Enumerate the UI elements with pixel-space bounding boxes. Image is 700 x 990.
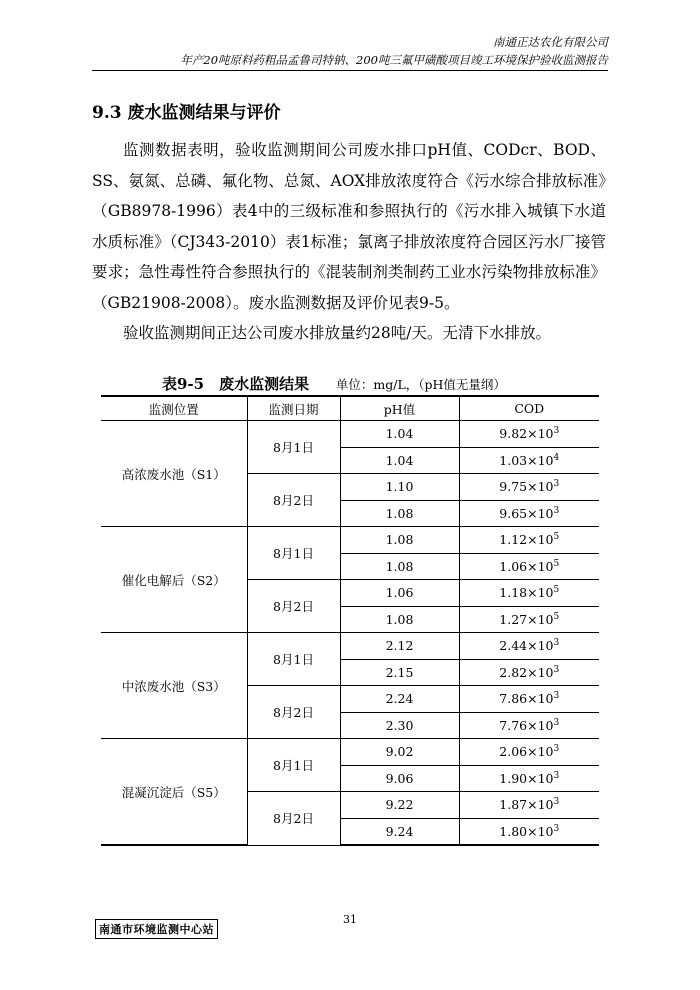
cell-cod xyxy=(459,474,599,501)
cell-ph: 1.08 xyxy=(340,500,459,527)
cell-ph: 9.22 xyxy=(340,792,459,819)
cod-mantissa: 9.65×10 xyxy=(499,505,554,521)
wastewater-results-table xyxy=(101,395,599,846)
cod-mantissa: 1.06×10 xyxy=(499,558,554,574)
cell-location: 催化电解后（S2） xyxy=(101,527,247,633)
cell-cod xyxy=(459,500,599,527)
table-title: 表9-5 废水监测结果 xyxy=(162,375,310,393)
cod-mantissa: 1.87×10 xyxy=(499,797,554,813)
section-title: 9.3 废水监测结果与评价 xyxy=(92,103,281,123)
table-caption xyxy=(162,373,506,394)
cod-exponent: 3 xyxy=(553,770,560,781)
cell-location: 中浓废水池（S3） xyxy=(101,633,247,739)
cell-cod xyxy=(459,765,599,792)
cod-exponent: 3 xyxy=(553,823,560,834)
cell-date: 8月1日 xyxy=(247,421,340,474)
cell-ph: 2.24 xyxy=(340,686,459,713)
cell-ph: 1.08 xyxy=(340,606,459,633)
cell-cod xyxy=(459,659,599,686)
table-row xyxy=(101,527,599,554)
cell-ph: 9.06 xyxy=(340,765,459,792)
cell-cod xyxy=(459,686,599,713)
cod-mantissa: 7.86×10 xyxy=(499,691,554,707)
table-body xyxy=(101,421,599,846)
cod-exponent: 3 xyxy=(553,426,560,437)
cell-ph: 1.06 xyxy=(340,580,459,607)
cod-exponent: 3 xyxy=(553,505,560,516)
cell-ph: 1.10 xyxy=(340,474,459,501)
cod-exponent: 3 xyxy=(553,744,560,755)
cod-mantissa: 1.90×10 xyxy=(499,770,554,786)
footer-station-stamp: 南通市环境监测中心站 xyxy=(95,919,218,939)
cod-exponent: 3 xyxy=(553,638,560,649)
cell-date: 8月1日 xyxy=(247,633,340,686)
cell-cod xyxy=(459,633,599,660)
cod-mantissa: 1.12×10 xyxy=(499,532,554,548)
cell-ph: 1.08 xyxy=(340,553,459,580)
cell-ph: 2.12 xyxy=(340,633,459,660)
cell-ph: 2.30 xyxy=(340,712,459,739)
header-report-title: 年产20吨原料药粗品孟鲁司特钠、200吨三氟甲磺酸项目竣工环境保护验收监测报告 xyxy=(180,53,608,67)
cod-exponent: 5 xyxy=(553,611,560,622)
cell-cod xyxy=(459,606,599,633)
cod-exponent: 5 xyxy=(553,585,560,596)
header-divider xyxy=(92,70,608,71)
table-row xyxy=(101,739,599,766)
cell-cod xyxy=(459,739,599,766)
table-row xyxy=(101,421,599,448)
header-date: 监测日期 xyxy=(247,396,340,421)
cell-cod xyxy=(459,421,599,448)
cod-exponent: 5 xyxy=(553,532,560,543)
cell-cod xyxy=(459,447,599,474)
cell-ph: 1.04 xyxy=(340,421,459,448)
cell-ph: 9.24 xyxy=(340,818,459,845)
cell-date: 8月1日 xyxy=(247,527,340,580)
cell-date: 8月1日 xyxy=(247,739,340,792)
cell-ph: 1.08 xyxy=(340,527,459,554)
cod-exponent: 4 xyxy=(553,452,560,463)
cell-location: 高浓废水池（S1） xyxy=(101,421,247,527)
cell-cod xyxy=(459,527,599,554)
cell-cod xyxy=(459,712,599,739)
cell-cod xyxy=(459,818,599,845)
cell-ph: 2.15 xyxy=(340,659,459,686)
header-company-name: 南通正达农化有限公司 xyxy=(493,35,608,49)
header-location: 监测位置 xyxy=(101,396,247,421)
cell-date: 8月2日 xyxy=(247,792,340,846)
cod-mantissa: 9.75×10 xyxy=(499,479,554,495)
cod-mantissa: 2.44×10 xyxy=(499,638,554,654)
table-header-row xyxy=(101,396,599,421)
cell-date: 8月2日 xyxy=(247,580,340,633)
cod-mantissa: 2.82×10 xyxy=(499,664,554,680)
cod-mantissa: 1.18×10 xyxy=(499,585,554,601)
cod-mantissa: 7.76×10 xyxy=(499,717,554,733)
cod-mantissa: 2.06×10 xyxy=(499,744,554,760)
cod-exponent: 5 xyxy=(553,558,560,569)
paragraph-discharge: 验收监测期间正达公司废水排放量约28吨/天。无清下水排放。 xyxy=(123,324,551,342)
cod-mantissa: 9.82×10 xyxy=(499,426,554,442)
cod-mantissa: 1.03×10 xyxy=(499,452,554,468)
paragraph-results: 监测数据表明，验收监测期间公司废水排口pH值、CODcr、BOD、SS、氨氮、总磷、氟化物、总氮、AOX排放浓度符合《污水综合排放标准》（GB8978-1996）表4中的三级标准和参照执行的《污水排入城镇下水道水质标准》（CJ343-2010）表1标准；氯离子排放浓度符合园区污水厂接管要求；急性毒性符合参照执行的《混装制剂类制药工业水污染物排放标准》（GB21908-2008）。废水监测数据及评价见表9-5。 xyxy=(92,141,606,312)
cell-cod xyxy=(459,792,599,819)
page-number: 31 xyxy=(343,913,357,926)
table-unit: 单位：mg/L，（pH值无量纲） xyxy=(335,377,506,392)
cod-mantissa: 1.80×10 xyxy=(499,823,554,839)
cod-mantissa: 1.27×10 xyxy=(499,611,554,627)
cell-cod xyxy=(459,580,599,607)
cell-location: 混凝沉淀后（S5） xyxy=(101,739,247,846)
cod-exponent: 3 xyxy=(553,717,560,728)
cod-exponent: 3 xyxy=(553,479,560,490)
table-row xyxy=(101,633,599,660)
cod-exponent: 3 xyxy=(553,691,560,702)
cell-ph: 9.02 xyxy=(340,739,459,766)
body-text xyxy=(92,135,606,349)
cell-date: 8月2日 xyxy=(247,474,340,527)
cell-date: 8月2日 xyxy=(247,686,340,739)
cod-exponent: 3 xyxy=(553,797,560,808)
cod-exponent: 3 xyxy=(553,664,560,675)
header-ph: pH值 xyxy=(340,396,459,421)
cell-cod xyxy=(459,553,599,580)
header-cod: COD xyxy=(459,396,599,421)
cell-ph: 1.04 xyxy=(340,447,459,474)
